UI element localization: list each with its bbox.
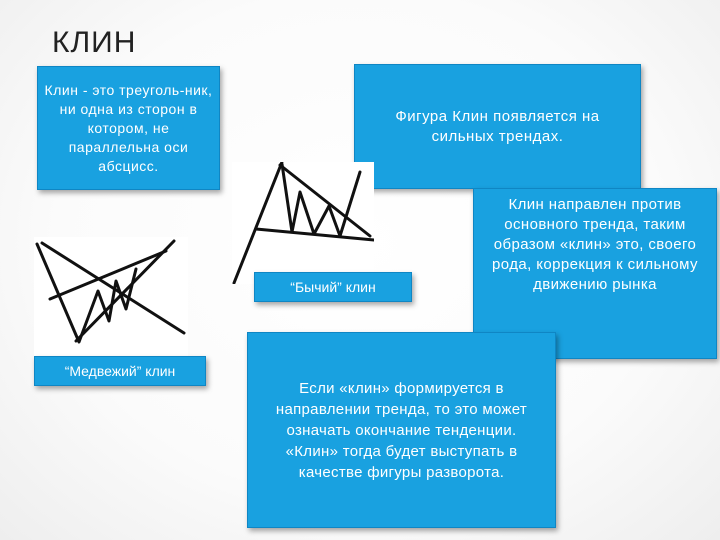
bullish-wedge-diagram bbox=[232, 162, 374, 284]
bear-wedge-trend-line bbox=[42, 243, 184, 333]
definition-text: Клин - это треуголь-ник, ни одна из сторон в котором, не параллельна оси абсцисс. bbox=[44, 81, 213, 174]
bull-wedge-trend-line bbox=[234, 162, 282, 283]
trend-direction-text: Если «клин» формируется в направлении тренда, то это может означать окончание тенденции. «Клин» тогда будет выступать в качестве фигуры разворота. bbox=[275, 379, 528, 481]
bear-wedge-bottom-line bbox=[76, 241, 174, 341]
bullish-wedge-label-text: “Бычий” клин bbox=[290, 279, 376, 295]
trend-direction-box bbox=[247, 332, 556, 528]
strong-trends-text: Фигура Клин появляется на сильных трендах. bbox=[395, 107, 600, 145]
slide-title: КЛИН bbox=[52, 26, 137, 59]
bearish-wedge-label-text: “Медвежий” клин bbox=[64, 363, 176, 379]
strong-trends-box bbox=[354, 64, 641, 189]
bullish-wedge-label bbox=[254, 272, 412, 302]
against-trend-text: Клин направлен против основного тренда, таким образом «клин» это, своего рода, коррекция к сильному движению рынка bbox=[492, 196, 698, 293]
bearish-wedge-diagram bbox=[34, 237, 188, 356]
bearish-wedge-label bbox=[34, 356, 206, 386]
bear-wedge-price-zigzag bbox=[37, 244, 136, 342]
definition-box bbox=[37, 66, 220, 190]
